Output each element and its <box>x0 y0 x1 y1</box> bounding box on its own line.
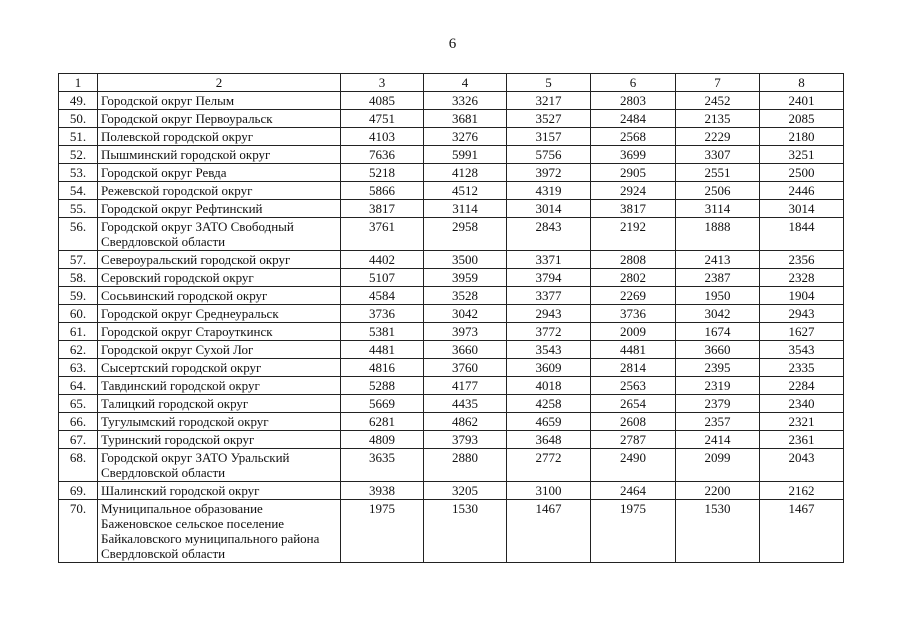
table-row <box>59 500 844 563</box>
value-cell: 1975 <box>341 500 424 563</box>
row-number: 63. <box>59 359 98 377</box>
value-cell: 2335 <box>760 359 844 377</box>
municipality-name: Талицкий городской округ <box>98 395 341 413</box>
value-cell: 3371 <box>507 251 591 269</box>
value-cell: 5669 <box>341 395 424 413</box>
row-number: 68. <box>59 449 98 482</box>
municipality-name: Тавдинский городской округ <box>98 377 341 395</box>
value-cell: 1975 <box>591 500 676 563</box>
table-row <box>59 128 844 146</box>
row-number: 58. <box>59 269 98 287</box>
value-cell: 4018 <box>507 377 591 395</box>
value-cell: 2401 <box>760 92 844 110</box>
value-cell: 2357 <box>676 413 760 431</box>
value-cell: 3276 <box>424 128 507 146</box>
value-cell: 2506 <box>676 182 760 200</box>
municipality-name: Городской округ Староуткинск <box>98 323 341 341</box>
value-cell: 2500 <box>760 164 844 182</box>
value-cell: 2229 <box>676 128 760 146</box>
value-cell: 2414 <box>676 431 760 449</box>
table-header-row <box>59 74 844 92</box>
table-row <box>59 218 844 251</box>
table-row <box>59 110 844 128</box>
value-cell: 2551 <box>676 164 760 182</box>
value-cell: 3543 <box>507 341 591 359</box>
page-number: 6 <box>448 36 457 52</box>
table-row <box>59 413 844 431</box>
row-number: 62. <box>59 341 98 359</box>
value-cell: 3794 <box>507 269 591 287</box>
value-cell: 2099 <box>676 449 760 482</box>
value-cell: 4481 <box>341 341 424 359</box>
value-cell: 2563 <box>591 377 676 395</box>
value-cell: 3042 <box>676 305 760 323</box>
municipality-name: Тугулымский городской округ <box>98 413 341 431</box>
value-cell: 4512 <box>424 182 507 200</box>
value-cell: 4435 <box>424 395 507 413</box>
municipality-name: Городской округ ЗАТО Свободный Свердловской области <box>98 218 341 251</box>
value-cell: 3793 <box>424 431 507 449</box>
value-cell: 3699 <box>591 146 676 164</box>
value-cell: 2200 <box>676 482 760 500</box>
table-row <box>59 92 844 110</box>
municipality-name: Городской округ Пелым <box>98 92 341 110</box>
table-row <box>59 200 844 218</box>
value-cell: 4481 <box>591 341 676 359</box>
value-cell: 2608 <box>591 413 676 431</box>
row-number: 67. <box>59 431 98 449</box>
municipality-name: Городской округ Первоуральск <box>98 110 341 128</box>
municipality-name: Городской округ Среднеуральск <box>98 305 341 323</box>
value-cell: 2269 <box>591 287 676 305</box>
table-row <box>59 287 844 305</box>
value-cell: 3528 <box>424 287 507 305</box>
value-cell: 5107 <box>341 269 424 287</box>
value-cell: 7636 <box>341 146 424 164</box>
value-cell: 1467 <box>507 500 591 563</box>
value-cell: 3100 <box>507 482 591 500</box>
row-number: 64. <box>59 377 98 395</box>
value-cell: 2943 <box>760 305 844 323</box>
value-cell: 2843 <box>507 218 591 251</box>
municipality-name: Сосьвинский городской округ <box>98 287 341 305</box>
value-cell: 2321 <box>760 413 844 431</box>
column-header: 2 <box>98 74 341 92</box>
value-cell: 2484 <box>591 110 676 128</box>
row-number: 49. <box>59 92 98 110</box>
row-number: 53. <box>59 164 98 182</box>
value-cell: 5756 <box>507 146 591 164</box>
value-cell: 5218 <box>341 164 424 182</box>
value-cell: 2387 <box>676 269 760 287</box>
value-cell: 2446 <box>760 182 844 200</box>
data-table <box>58 73 844 563</box>
value-cell: 2880 <box>424 449 507 482</box>
value-cell: 2356 <box>760 251 844 269</box>
value-cell: 2192 <box>591 218 676 251</box>
value-cell: 3660 <box>676 341 760 359</box>
value-cell: 2379 <box>676 395 760 413</box>
column-header: 5 <box>507 74 591 92</box>
table-row <box>59 359 844 377</box>
value-cell: 2772 <box>507 449 591 482</box>
municipality-name: Шалинский городской округ <box>98 482 341 500</box>
row-number: 51. <box>59 128 98 146</box>
municipality-name: Туринский городской округ <box>98 431 341 449</box>
value-cell: 4177 <box>424 377 507 395</box>
column-header: 3 <box>341 74 424 92</box>
value-cell: 1530 <box>676 500 760 563</box>
table-row <box>59 449 844 482</box>
value-cell: 2328 <box>760 269 844 287</box>
value-cell: 3114 <box>424 200 507 218</box>
value-cell: 2009 <box>591 323 676 341</box>
value-cell: 3772 <box>507 323 591 341</box>
column-header: 1 <box>59 74 98 92</box>
value-cell: 2135 <box>676 110 760 128</box>
table-row <box>59 323 844 341</box>
table-row <box>59 164 844 182</box>
value-cell: 2924 <box>591 182 676 200</box>
row-number: 60. <box>59 305 98 323</box>
municipality-name: Городской округ Сухой Лог <box>98 341 341 359</box>
municipality-name: Серовский городской округ <box>98 269 341 287</box>
value-cell: 3307 <box>676 146 760 164</box>
municipality-name: Североуральский городской округ <box>98 251 341 269</box>
table-row <box>59 182 844 200</box>
value-cell: 1950 <box>676 287 760 305</box>
table-row <box>59 341 844 359</box>
value-cell: 5381 <box>341 323 424 341</box>
value-cell: 5288 <box>341 377 424 395</box>
value-cell: 2085 <box>760 110 844 128</box>
table-row <box>59 146 844 164</box>
value-cell: 2452 <box>676 92 760 110</box>
value-cell: 2043 <box>760 449 844 482</box>
column-header: 6 <box>591 74 676 92</box>
municipality-name: Сысертский городской округ <box>98 359 341 377</box>
value-cell: 3157 <box>507 128 591 146</box>
municipality-name: Режевской городской округ <box>98 182 341 200</box>
value-cell: 3972 <box>507 164 591 182</box>
value-cell: 3817 <box>341 200 424 218</box>
value-cell: 3205 <box>424 482 507 500</box>
value-cell: 1627 <box>760 323 844 341</box>
table-row <box>59 251 844 269</box>
value-cell: 2413 <box>676 251 760 269</box>
municipality-name: Муниципальное образование Баженовское сельское поселение Байкаловского муниципального района Свердловской области <box>98 500 341 563</box>
value-cell: 3527 <box>507 110 591 128</box>
value-cell: 2568 <box>591 128 676 146</box>
value-cell: 3736 <box>341 305 424 323</box>
value-cell: 2654 <box>591 395 676 413</box>
value-cell: 2490 <box>591 449 676 482</box>
value-cell: 2787 <box>591 431 676 449</box>
municipality-name: Городской округ Ревда <box>98 164 341 182</box>
table-row <box>59 269 844 287</box>
value-cell: 4258 <box>507 395 591 413</box>
value-cell: 6281 <box>341 413 424 431</box>
value-cell: 4584 <box>341 287 424 305</box>
value-cell: 4402 <box>341 251 424 269</box>
row-number: 55. <box>59 200 98 218</box>
value-cell: 3609 <box>507 359 591 377</box>
value-cell: 3014 <box>507 200 591 218</box>
row-number: 54. <box>59 182 98 200</box>
value-cell: 3959 <box>424 269 507 287</box>
value-cell: 5866 <box>341 182 424 200</box>
value-cell: 3681 <box>424 110 507 128</box>
municipality-name: Городской округ Рефтинский <box>98 200 341 218</box>
row-number: 61. <box>59 323 98 341</box>
value-cell: 4319 <box>507 182 591 200</box>
value-cell: 2958 <box>424 218 507 251</box>
municipality-name: Пышминский городской округ <box>98 146 341 164</box>
value-cell: 3761 <box>341 218 424 251</box>
value-cell: 1530 <box>424 500 507 563</box>
value-cell: 5991 <box>424 146 507 164</box>
value-cell: 1904 <box>760 287 844 305</box>
value-cell: 3817 <box>591 200 676 218</box>
value-cell: 1674 <box>676 323 760 341</box>
row-number: 56. <box>59 218 98 251</box>
value-cell: 1888 <box>676 218 760 251</box>
column-header: 4 <box>424 74 507 92</box>
row-number: 66. <box>59 413 98 431</box>
table-row <box>59 395 844 413</box>
value-cell: 4128 <box>424 164 507 182</box>
value-cell: 4659 <box>507 413 591 431</box>
value-cell: 2808 <box>591 251 676 269</box>
value-cell: 3326 <box>424 92 507 110</box>
value-cell: 2340 <box>760 395 844 413</box>
value-cell: 3938 <box>341 482 424 500</box>
value-cell: 2319 <box>676 377 760 395</box>
value-cell: 3973 <box>424 323 507 341</box>
value-cell: 4103 <box>341 128 424 146</box>
row-number: 50. <box>59 110 98 128</box>
column-header: 7 <box>676 74 760 92</box>
value-cell: 2395 <box>676 359 760 377</box>
value-cell: 3543 <box>760 341 844 359</box>
value-cell: 4862 <box>424 413 507 431</box>
value-cell: 3635 <box>341 449 424 482</box>
value-cell: 3042 <box>424 305 507 323</box>
value-cell: 3014 <box>760 200 844 218</box>
value-cell: 1467 <box>760 500 844 563</box>
value-cell: 4085 <box>341 92 424 110</box>
value-cell: 3760 <box>424 359 507 377</box>
value-cell: 2943 <box>507 305 591 323</box>
value-cell: 4751 <box>341 110 424 128</box>
value-cell: 3377 <box>507 287 591 305</box>
municipality-name: Городской округ ЗАТО Уральский Свердловской области <box>98 449 341 482</box>
value-cell: 1844 <box>760 218 844 251</box>
row-number: 65. <box>59 395 98 413</box>
value-cell: 3251 <box>760 146 844 164</box>
municipality-name: Полевской городской округ <box>98 128 341 146</box>
value-cell: 3500 <box>424 251 507 269</box>
value-cell: 2905 <box>591 164 676 182</box>
table-row <box>59 482 844 500</box>
value-cell: 2284 <box>760 377 844 395</box>
row-number: 57. <box>59 251 98 269</box>
value-cell: 3217 <box>507 92 591 110</box>
row-number: 52. <box>59 146 98 164</box>
table-row <box>59 431 844 449</box>
row-number: 69. <box>59 482 98 500</box>
value-cell: 3648 <box>507 431 591 449</box>
value-cell: 3660 <box>424 341 507 359</box>
row-number: 59. <box>59 287 98 305</box>
value-cell: 3736 <box>591 305 676 323</box>
table-row <box>59 377 844 395</box>
value-cell: 4816 <box>341 359 424 377</box>
value-cell: 2464 <box>591 482 676 500</box>
column-header: 8 <box>760 74 844 92</box>
value-cell: 2361 <box>760 431 844 449</box>
table-row <box>59 305 844 323</box>
value-cell: 4809 <box>341 431 424 449</box>
value-cell: 2802 <box>591 269 676 287</box>
value-cell: 2162 <box>760 482 844 500</box>
row-number: 70. <box>59 500 98 563</box>
value-cell: 3114 <box>676 200 760 218</box>
value-cell: 2814 <box>591 359 676 377</box>
value-cell: 2180 <box>760 128 844 146</box>
value-cell: 2803 <box>591 92 676 110</box>
